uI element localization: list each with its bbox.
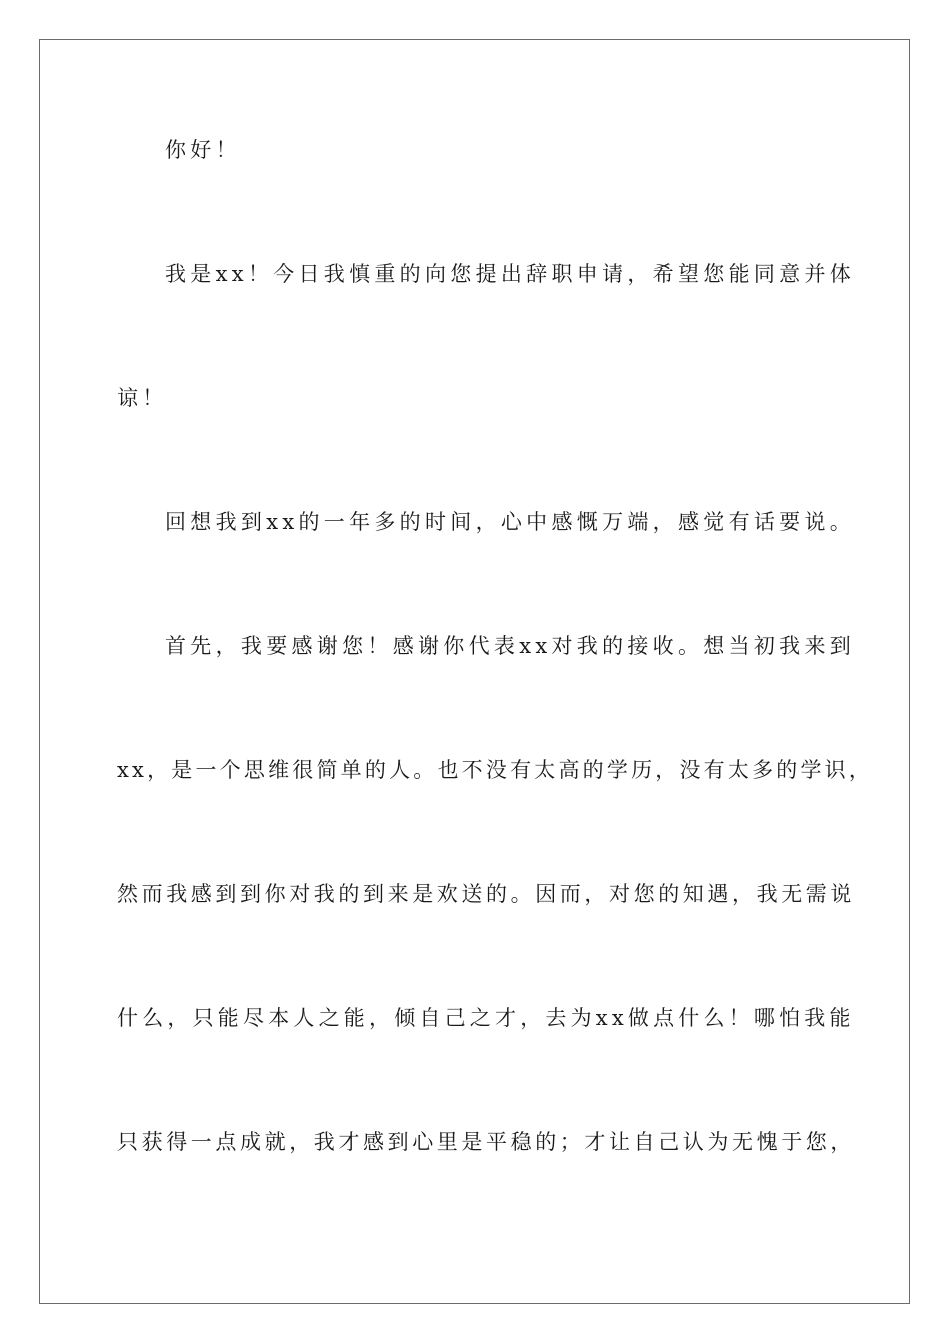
- paragraph-line: 然而我感到到你对我的到来是欢送的。因而，对您的知遇，我无需说: [117, 882, 855, 906]
- paragraph-line: xx，是一个思维很简单的人。也不没有太高的学历，没有太多的学识，: [117, 758, 874, 782]
- page-border: [39, 39, 910, 1304]
- paragraph-line: 谅！: [117, 386, 168, 410]
- paragraph-line: 只获得一点成就，我才感到心里是平稳的；才让自己认为无愧于您，: [117, 1130, 855, 1154]
- paragraph-line: 回想我到xx的一年多的时间，心中感慨万端，感觉有话要说。: [165, 510, 856, 534]
- greeting-line: 你好！: [165, 138, 241, 162]
- paragraph-line: 我是xx！今日我慎重的向您提出辞职申请，希望您能同意并体: [165, 262, 856, 286]
- paragraph-line: 什么，只能尽本人之能，倾自己之才，去为xx做点什么！哪怕我能: [117, 1006, 855, 1030]
- paragraph-line: 首先，我要感谢您！感谢你代表xx对我的接收。想当初我来到: [165, 634, 856, 658]
